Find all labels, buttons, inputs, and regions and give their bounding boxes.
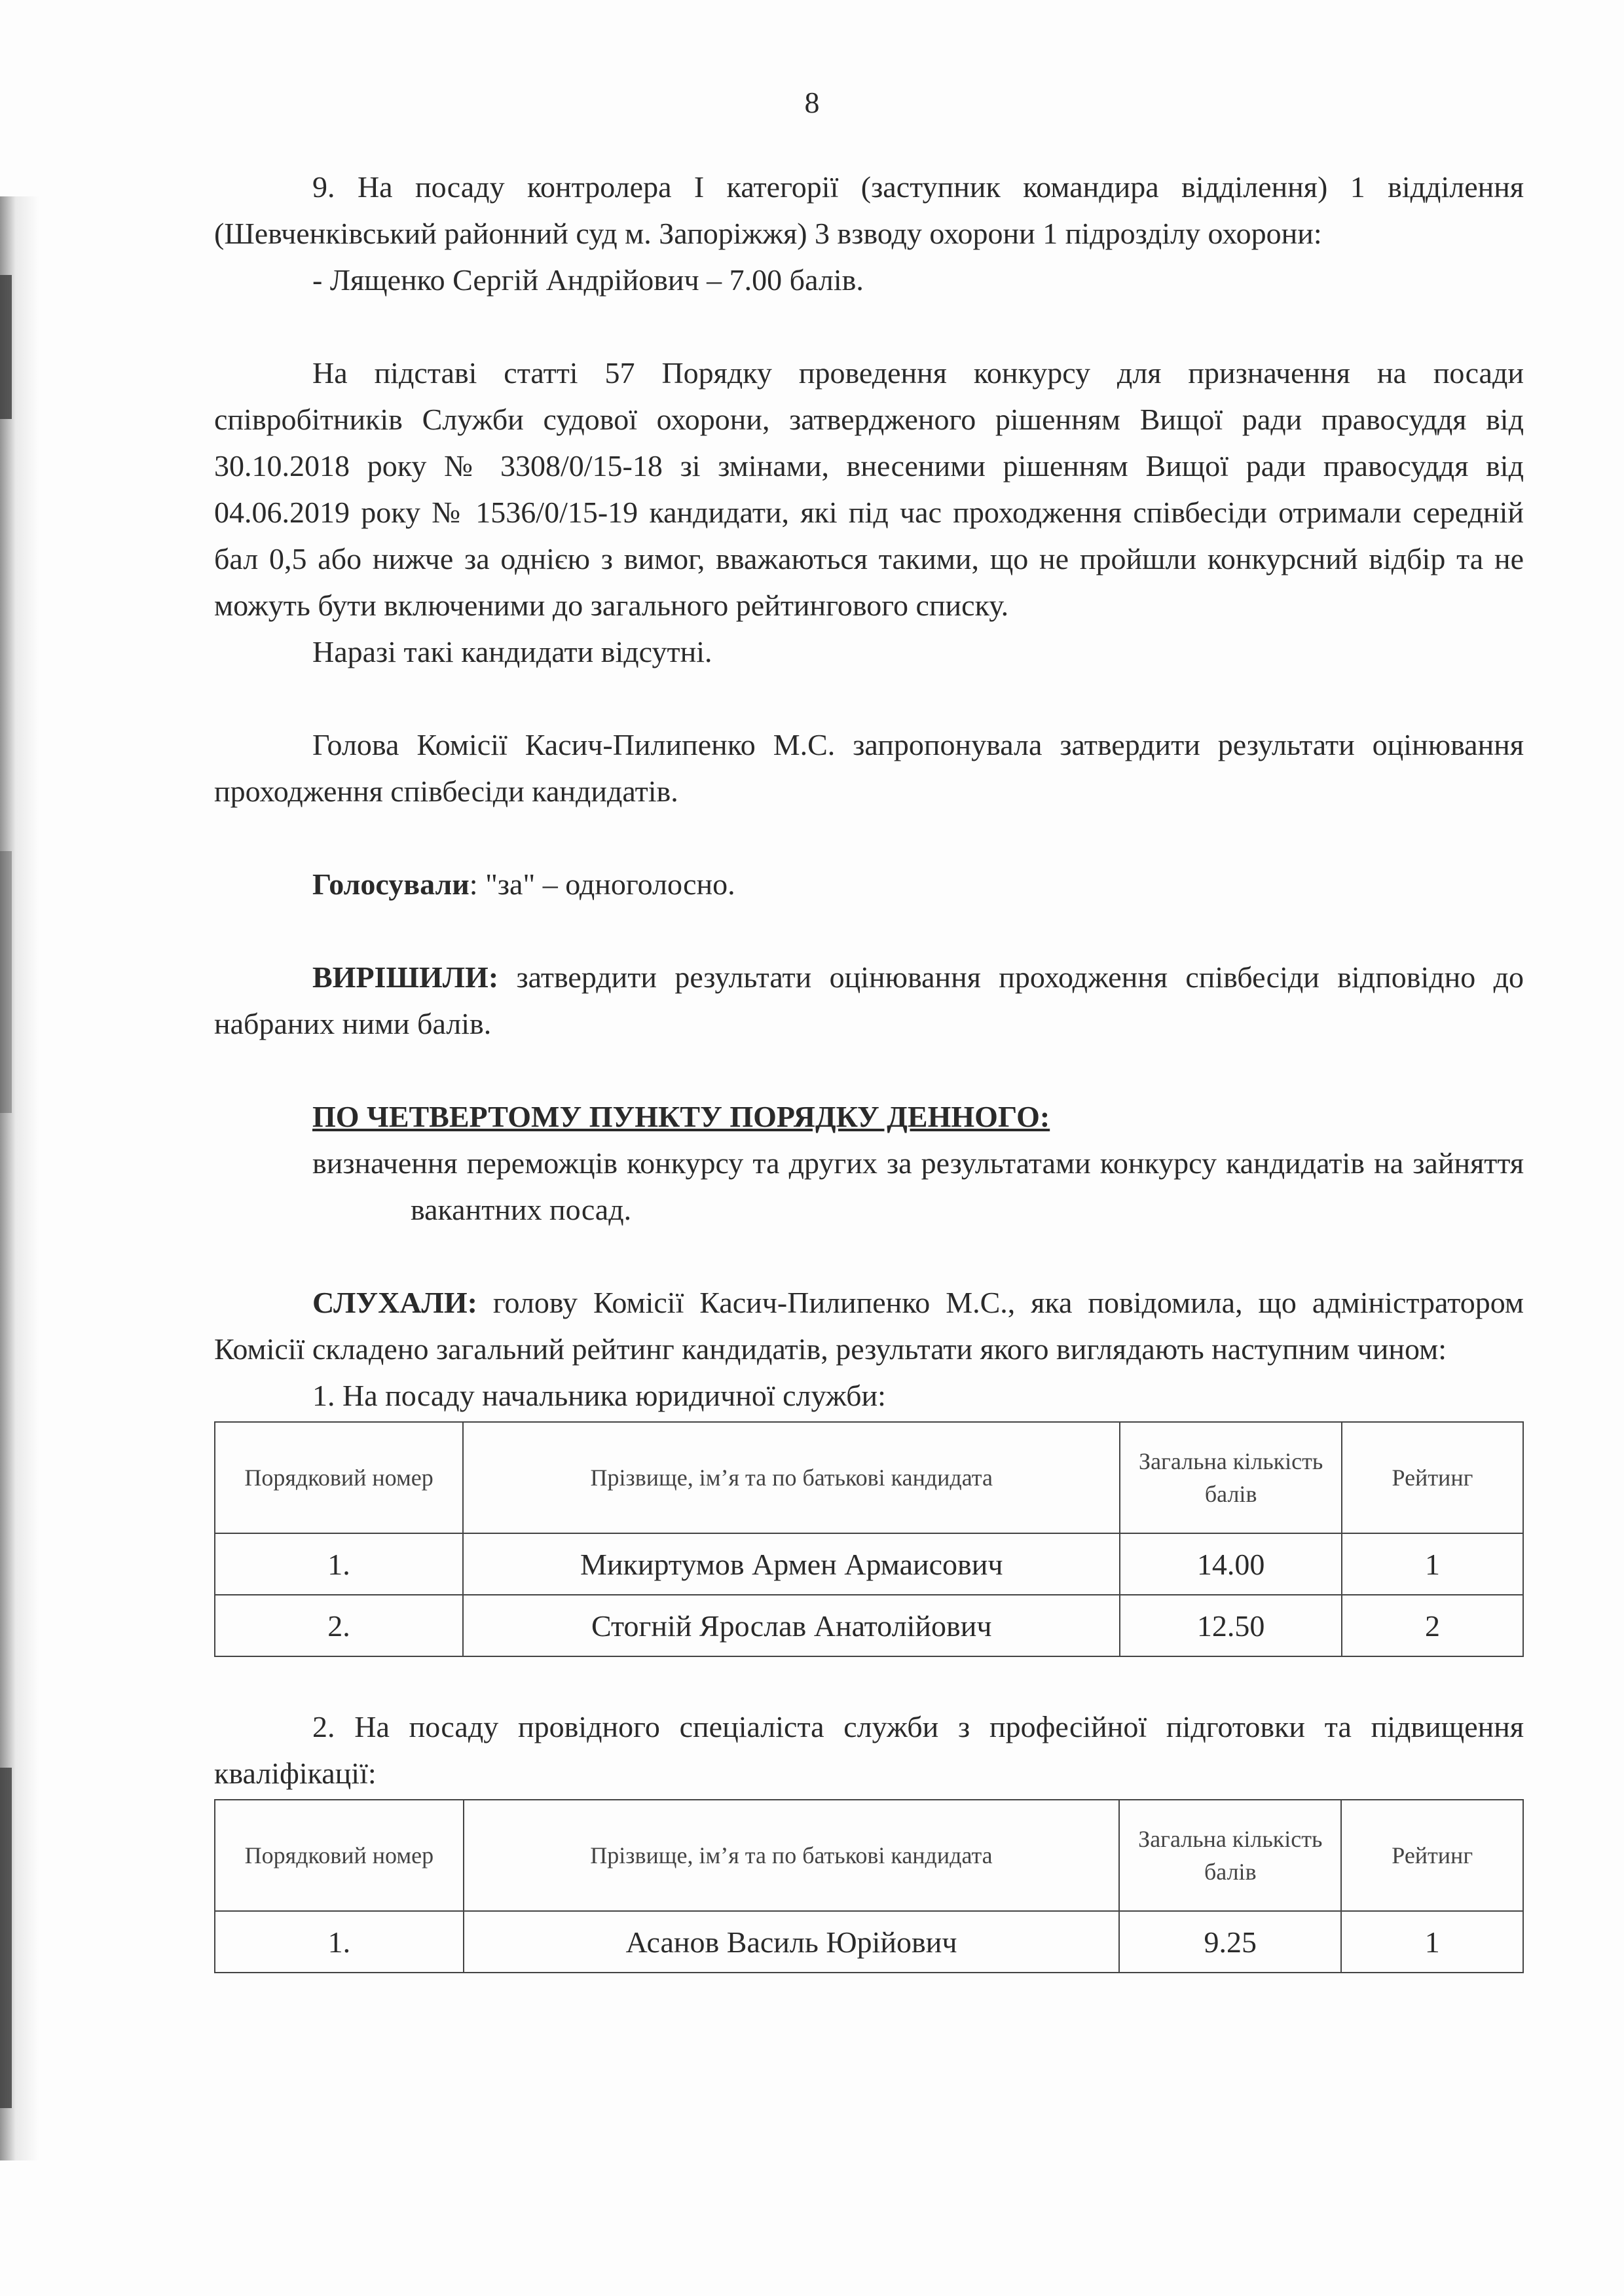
row-rating: 1 xyxy=(1341,1911,1523,1973)
heard xyxy=(214,1279,1524,1372)
document-body xyxy=(214,164,1524,1973)
header-rating: Рейтинг xyxy=(1342,1422,1523,1533)
scan-artifact xyxy=(0,1768,12,2108)
header-number: Порядковий номер xyxy=(215,1422,463,1533)
header-rating: Рейтинг xyxy=(1341,1800,1523,1911)
row-rating: 1 xyxy=(1342,1533,1523,1595)
article57-paragraph: На підставі статті 57 Порядку проведення конкурсу для призначення на посади співробітників Служби судової охорони, затвердженого рішенням Вищої ради правосуддя від 30.10.2018 року № 3308/0/15-18 зі змінами, внесеними рішенням Вищої ради правосуддя від 04.06.2019 року № 1536/0/15-19 кандидати, які під час проходження співбесіди отримали середній бал 0,5 або нижче за однією з вимог, вважаються такими, що не пройшли конкурсний відбір та не можуть бути включеними до загального рейтингового списку. xyxy=(214,356,1524,622)
table-header-row xyxy=(215,1422,1523,1533)
vote-text: : "за" – одноголосно. xyxy=(469,867,735,901)
decision-text: затвердити результати оцінювання проходження співбесіди відповідно до набраних ними балів. xyxy=(214,960,1524,1040)
row-name: Асанов Василь Юрійович xyxy=(464,1911,1119,1973)
table-header-row xyxy=(215,1800,1523,1911)
header-number: Порядковий номер xyxy=(215,1800,464,1911)
row-rating: 2 xyxy=(1342,1595,1523,1656)
page-number: 8 xyxy=(804,86,820,119)
vote-result xyxy=(214,861,1524,907)
decision-label: ВИРІШИЛИ: xyxy=(312,960,499,994)
heard-text: голову Комісії Касич-Пилипенко М.С., яка повідомила, що адміністратором Комісії складено загальний рейтинг кандидатів, результати якого виглядають наступним чином: xyxy=(214,1286,1524,1366)
position2-table xyxy=(214,1799,1524,1973)
position2-title: 2. На посаду провідного спеціаліста служби з професійної підготовки та підвищення кваліфікації: xyxy=(214,1710,1524,1790)
row-name: Микиртумов Армен Армаисович xyxy=(463,1533,1120,1595)
row-number: 1. xyxy=(215,1533,463,1595)
header-name: Прізвище, ім’я та по батькові кандидата xyxy=(463,1422,1120,1533)
position1-title: 1. На посаду начальника юридичної служби: xyxy=(312,1379,886,1412)
header-score: Загальна кількість балів xyxy=(1119,1800,1341,1911)
row-score: 9.25 xyxy=(1119,1911,1341,1973)
chair-proposal: Голова Комісії Касич-Пилипенко М.С. запропонувала затвердити результати оцінювання проходження співбесіди кандидатів. xyxy=(214,728,1524,808)
row-number: 2. xyxy=(215,1595,463,1656)
position1-table xyxy=(214,1421,1524,1657)
row-score: 14.00 xyxy=(1120,1533,1341,1595)
section4-heading: ПО ЧЕТВЕРТОМУ ПУНКТУ ПОРЯДКУ ДЕННОГО: xyxy=(312,1100,1050,1133)
heard-label: СЛУХАЛИ: xyxy=(312,1286,477,1319)
table-row xyxy=(215,1595,1523,1656)
section4-subtitle: визначення переможців конкурсу та других за результатами конкурсу кандидатів на зайняття вакантних посад. xyxy=(312,1146,1524,1226)
scan-artifact xyxy=(0,275,12,419)
row-name: Стогній Ярослав Анатолійович xyxy=(463,1595,1120,1656)
scan-artifact xyxy=(0,851,12,1113)
absent-note: Наразі такі кандидати відсутні. xyxy=(312,635,712,668)
header-name: Прізвище, ім’я та по батькові кандидата xyxy=(464,1800,1119,1911)
table-row xyxy=(215,1533,1523,1595)
row-number: 1. xyxy=(215,1911,464,1973)
header-score: Загальна кількість балів xyxy=(1120,1422,1341,1533)
vote-label: Голосували xyxy=(312,867,470,901)
decision xyxy=(214,954,1524,1047)
row-score: 12.50 xyxy=(1120,1595,1341,1656)
item9-candidate: - Лященко Сергій Андрійович – 7.00 балів. xyxy=(312,263,864,297)
table-row xyxy=(215,1911,1523,1973)
item9-paragraph: 9. На посаду контролера І категорії (заступник командира відділення) 1 відділення (Шевченківський районний суд м. Запоріжжя) 3 взводу охорони 1 підрозділу охорони: xyxy=(214,170,1524,250)
